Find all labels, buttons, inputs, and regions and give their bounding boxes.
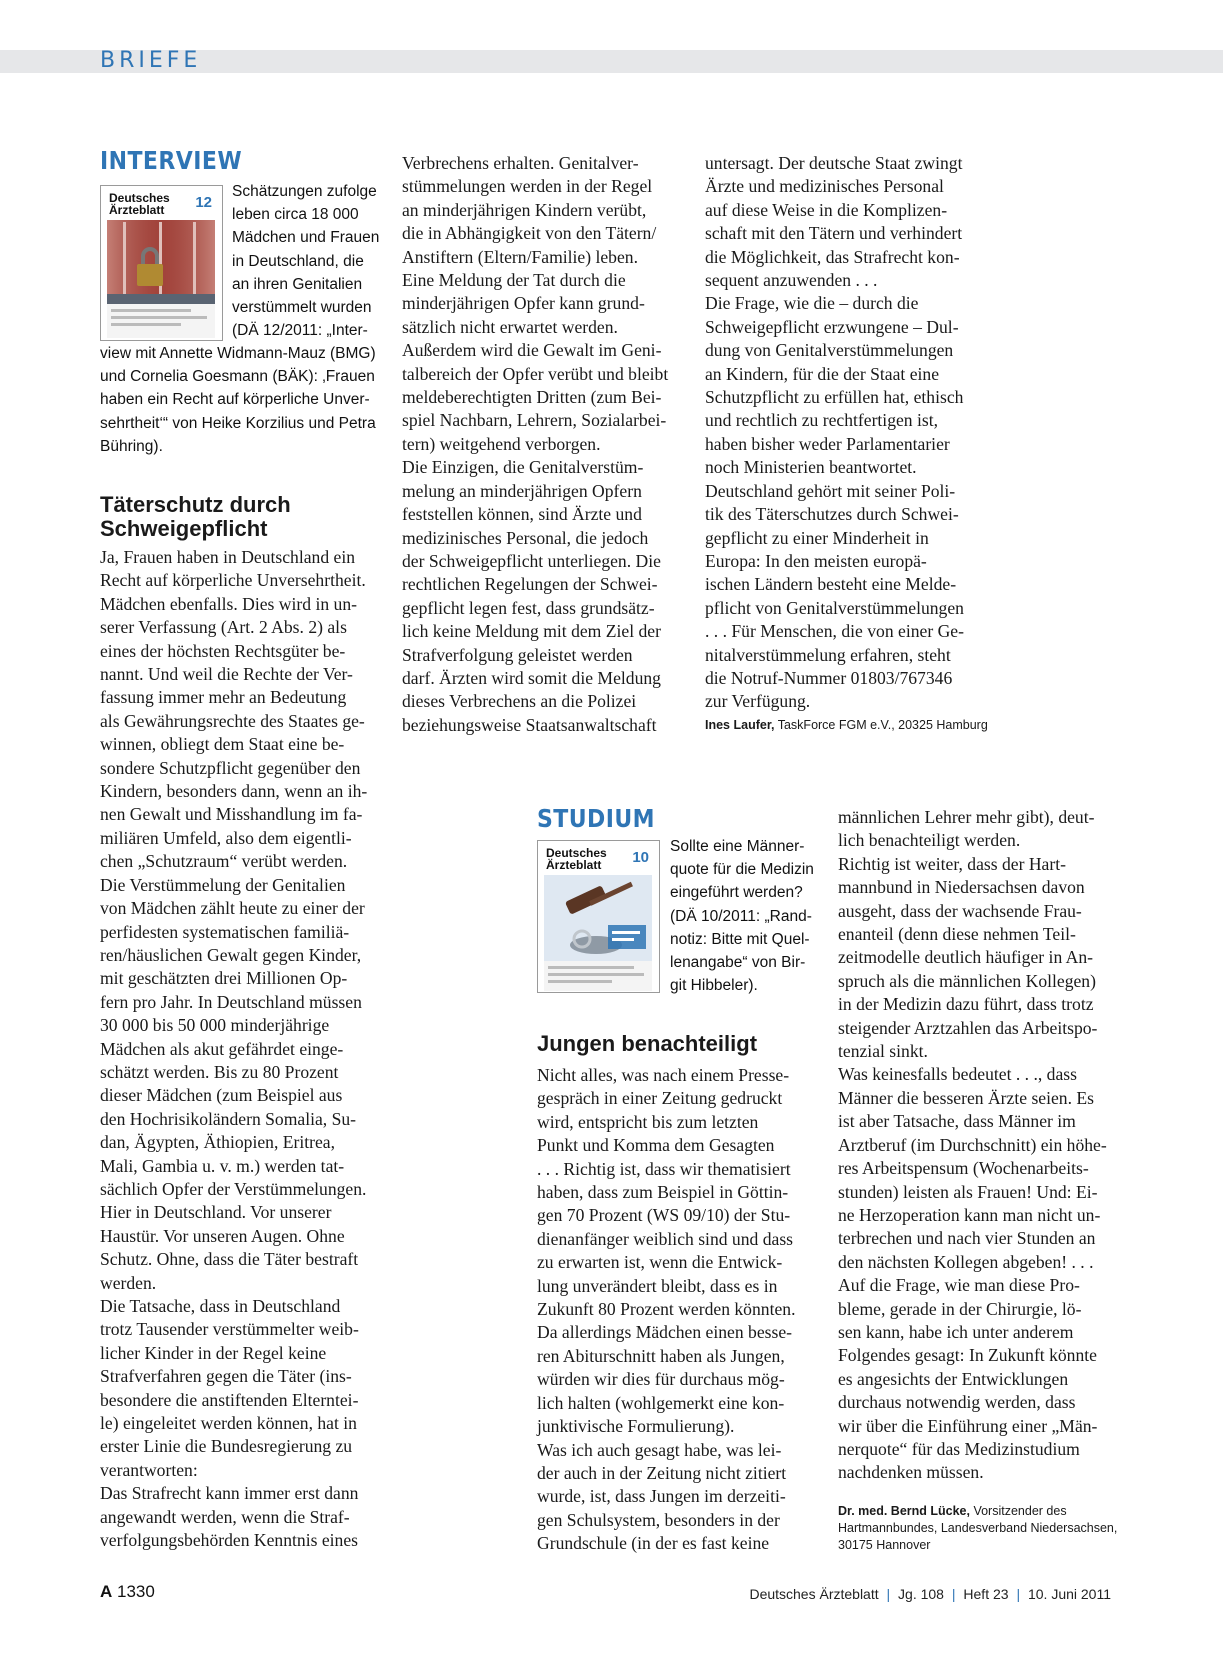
text-line: Recht auf körperliche Unversehrtheit. xyxy=(100,570,366,591)
text-line: 30 000 bis 50 000 minderjährige xyxy=(100,1015,330,1036)
gavel-stethoscope-cover-image xyxy=(538,841,659,992)
text-line: . . . Richtig ist, dass wir thematisiert xyxy=(537,1158,791,1179)
interview-rubric: INTERVIEW xyxy=(100,146,243,175)
text-line: als Gewährungsrechte des Staates ge- xyxy=(100,710,365,731)
text-line: Die Einzigen, die Genitalverstüm- xyxy=(402,457,644,478)
interview-signature: Ines Laufer, TaskForce FGM e.V., 20325 Hamburg xyxy=(705,718,988,732)
text-line: der auch in der Zeitung nicht zitiert xyxy=(537,1462,787,1483)
text-line: meldeberechtigten Dritten (zum Bei- xyxy=(402,387,662,408)
text-line: nannt. Und weil die Rechte der Ver- xyxy=(100,664,353,685)
cover-masthead: Deutsches Ärzteblatt xyxy=(546,846,607,872)
text-line: lich keine Meldung mit dem Ziel der xyxy=(402,621,661,642)
text-line: ischen Ländern besteht eine Melde- xyxy=(705,574,957,595)
text-line: talbereich der Opfer verübt und bleibt xyxy=(402,363,669,384)
text-line: ren/häuslichen Gewalt gegen Kinder, xyxy=(100,944,362,965)
text-line: Strafverfahren gegen die Täter (ins- xyxy=(100,1366,352,1387)
text-line: in der Medizin dazu führt, dass trotz xyxy=(838,994,1094,1015)
cover-issue-number: 12 xyxy=(195,194,212,211)
text-line: Verbrechens erhalten. Genitalver- xyxy=(402,153,639,173)
text-line: wir über die Einführung einer „Män- xyxy=(838,1415,1098,1436)
text-line: Eine Meldung der Tat durch die xyxy=(402,270,626,291)
text-line: rechtlichen Regelungen der Schwei- xyxy=(402,574,658,595)
text-line: nitalverstümmelung erfahren, steht xyxy=(705,644,951,665)
text-line: wurde, ist, dass Jungen im derzeiti- xyxy=(537,1486,786,1507)
text-line: die Notruf-Nummer 01803/767346 xyxy=(705,667,953,688)
text-line: miliären Umfeld, also dem eigentli- xyxy=(100,827,352,848)
text-line: ren Abiturschnitt haben als Jungen, xyxy=(537,1345,785,1366)
interview-headline: Täterschutz durch Schweigepflicht xyxy=(100,492,291,541)
padlock-cover-image xyxy=(101,186,222,340)
text-line: eines der höchsten Rechtsgüter be- xyxy=(100,640,346,661)
cover-masthead: Deutsches Ärzteblatt xyxy=(109,191,170,217)
text-line: schätzt werden. Bis zu 80 Prozent xyxy=(100,1061,339,1082)
text-line: minderjährigen Opfer kann grund- xyxy=(402,293,645,314)
text-line: chen „Schutzraum“ verübt werden. xyxy=(100,851,348,872)
text-line: Da allerdings Mädchen einen besse- xyxy=(537,1322,793,1343)
separator: | xyxy=(951,1586,956,1602)
text-line: und rechtlich zu rechtfertigen ist, xyxy=(705,410,939,431)
text-line: junktivische Formulierung). xyxy=(537,1416,735,1437)
studium-headline: Jungen benachteiligt xyxy=(537,1031,758,1056)
text-line: Europa: In den meisten europä- xyxy=(705,550,927,571)
text-line: gepflicht zu einer Minderheit in xyxy=(705,527,929,548)
text-line: sen kann, habe ich unter anderem xyxy=(838,1321,1074,1342)
text-line: nachdenken müssen. xyxy=(838,1462,984,1483)
text-line: Auf die Frage, wie man diese Pro- xyxy=(838,1275,1080,1296)
journal-citation xyxy=(749,1586,1111,1602)
text-line: darf. Ärzten wird somit die Meldung xyxy=(402,667,661,688)
text-line: fern pro Jahr. In Deutschland müssen xyxy=(100,991,362,1012)
text-line: es angesichts der Entwicklungen xyxy=(838,1368,1069,1389)
text-line: die in Abhängigkeit von den Tätern/ xyxy=(402,223,657,244)
text-line: Hier in Deutschland. Vor unserer xyxy=(100,1202,332,1223)
text-line: Mali, Gambia u. v. m.) werden tat- xyxy=(100,1155,345,1176)
text-line: den nächsten Kollegen abgeben! . . . xyxy=(838,1251,1094,1272)
text-line: Grundschule (in der es fast keine xyxy=(537,1533,770,1554)
text-line: Die Frage, wie die – durch die xyxy=(705,293,919,314)
text-line: Das Strafrecht kann immer erst dann xyxy=(100,1483,359,1504)
text-line: lich benachteiligt werden. xyxy=(838,830,1021,851)
text-line: Männer die besseren Ärzte seien. Es xyxy=(838,1087,1094,1108)
text-line: Mädchen als akut gefährdet einge- xyxy=(100,1038,344,1059)
interview-body-column-3 xyxy=(705,152,995,714)
text-line: Schutz. Ohne, dass die Täter bestraft xyxy=(100,1249,359,1270)
text-line: res Arbeitspensum (Wochenarbeits- xyxy=(838,1158,1089,1179)
text-line: serer Verfassung (Art. 2 Abs. 2) als xyxy=(100,617,347,638)
text-line: Strafverfolgung geleistet werden xyxy=(402,644,633,665)
text-line: von Mädchen zählt heute zu einer der xyxy=(100,898,365,919)
text-line: gepflicht legen fest, dass grundsätz- xyxy=(402,597,655,618)
text-line: tenzial sinkt. xyxy=(838,1041,928,1062)
text-line: Schutzpflicht zu erfüllen hat, ethisch xyxy=(705,387,964,408)
text-line: nen Gewalt und Misshandlung im fa- xyxy=(100,804,363,825)
text-line: Punkt und Komma dem Gesagten xyxy=(537,1135,775,1156)
text-line: gen Schulsystem, besonders in der xyxy=(537,1509,780,1530)
text-line: dieses Verbrechens an die Polizei xyxy=(402,691,637,712)
text-line: enanteil (denn diese nehmen Teil- xyxy=(838,924,1076,945)
text-line: licher Kinder in der Regel keine xyxy=(100,1342,327,1363)
interview-cover-thumbnail xyxy=(100,185,223,341)
text-line: . . . Für Menschen, die von einer Ge- xyxy=(705,621,964,642)
text-line: zu erwarten ist, wenn die Entwick- xyxy=(537,1252,783,1273)
text-line: ausgeht, dass der wachsende Frau- xyxy=(838,900,1082,921)
text-line: ist aber Tatsache, dass Männer im xyxy=(838,1111,1076,1132)
interview-body-column-2 xyxy=(402,152,692,737)
text-line: noch Ministerien beantwortet. xyxy=(705,457,917,478)
text-line: schaft mit den Tätern und verhindert xyxy=(705,223,963,244)
text-line: ne Herzoperation kann man nicht un- xyxy=(838,1204,1101,1225)
interview-teaser-continued: view mit Annette Widmann-Mauz (BMG) und Cornelia Goesmann (BÄK): ‚Frauen haben ein Recht auf körperliche Unver- sehrtheit‘“ von Heike Korzilius und Petra Bühring). xyxy=(100,345,376,455)
text-line: auf diese Weise in die Komplizen- xyxy=(705,199,948,220)
text-line: Anstiftern (Eltern/Familie) leben. xyxy=(402,246,638,267)
text-line: gen 70 Prozent (WS 09/10) der Stu- xyxy=(537,1205,791,1226)
text-line: Was keinesfalls bedeutet . . ., dass xyxy=(838,1064,1077,1085)
text-line: Nicht alles, was nach einem Presse- xyxy=(537,1065,790,1085)
text-line: dan, Ägypten, Äthiopien, Eritrea, xyxy=(100,1132,336,1153)
interview-teaser: Schätzungen zufolge leben circa 18 000 Mädchen und Frauen in Deutschland, die an ihren Genitalien verstümmelt wurden (DÄ 12/2011: „Inter- xyxy=(232,183,380,340)
text-line: sequent anzuwenden . . . xyxy=(705,270,878,291)
text-line: spruch als die männlichen Kollegen) xyxy=(838,970,1096,991)
text-line: Ja, Frauen haben in Deutschland ein xyxy=(100,547,356,567)
cover-issue-number: 10 xyxy=(632,849,649,866)
text-line: nerquote“ für das Medizinstudium xyxy=(838,1438,1080,1459)
text-line: pflicht von Genitalverstümmelungen xyxy=(705,597,964,618)
text-line: melung an minderjährigen Opfern xyxy=(402,480,642,501)
studium-rubric-wrap xyxy=(537,804,671,833)
text-line: die Möglichkeit, das Strafrecht kon- xyxy=(705,246,960,267)
text-line: zeitmodelle deutlich häufiger in An- xyxy=(838,947,1094,968)
text-line: Arztberuf (im Durchschnitt) ein höhe- xyxy=(838,1134,1107,1155)
text-line: stunden) leisten als Frauen! Und: Ei- xyxy=(838,1181,1098,1202)
text-line: Ärzte und medizinisches Personal xyxy=(705,176,944,197)
page-number: A 1330 xyxy=(100,1582,155,1601)
text-line: wird, entspricht bis zum letzten xyxy=(537,1111,759,1132)
section-label: BRIEFE xyxy=(100,48,202,73)
text-line: spiel Nachbarn, Lehrern, Sozialarbei- xyxy=(402,410,667,431)
text-line: Kindern, besonders dann, wenn an ih- xyxy=(100,781,368,802)
text-line: sondere Schutzpflicht gegenüber den xyxy=(100,757,361,778)
text-line: werden. xyxy=(100,1272,157,1293)
text-line: bleme, gerade in der Chirurgie, lö- xyxy=(838,1298,1082,1319)
separator: | xyxy=(886,1586,891,1602)
text-line: dienanfänger weiblich sind und dass xyxy=(537,1228,794,1249)
text-line: le) eingeleitet werden können, hat in xyxy=(100,1413,357,1434)
text-line: männlichen Lehrer mehr gibt), deut- xyxy=(838,807,1095,827)
studium-signature: Dr. med. Bernd Lücke, Vorsitzender des Hartmannbundes, Landesverband Niedersachsen, 30175 Hannover xyxy=(838,1504,1118,1552)
text-line: zur Verfügung. xyxy=(705,691,811,712)
text-line: den Hochrisikoländern Somalia, Su- xyxy=(100,1108,357,1129)
studium-body-column-2 xyxy=(838,806,1128,1485)
text-line: feststellen können, sind Ärzte und xyxy=(402,504,642,525)
text-line: trotz Tausender verstümmelter weib- xyxy=(100,1319,359,1340)
text-line: perfidesten systematischen familiä- xyxy=(100,921,350,942)
text-line: Deutschland gehört mit seiner Poli- xyxy=(705,480,956,501)
interview-body-column-1 xyxy=(100,546,390,1552)
studium-rubric: STUDIUM xyxy=(537,804,656,833)
journal-issue: Heft 23 xyxy=(963,1586,1009,1602)
separator: | xyxy=(1016,1586,1021,1602)
text-line: dieser Mädchen (zum Beispiel aus xyxy=(100,1085,343,1106)
text-line: mit geschätzten drei Millionen Op- xyxy=(100,968,348,989)
text-line: Mädchen ebenfalls. Dies wird in un- xyxy=(100,593,357,614)
text-line: erster Linie die Bundesregierung zu xyxy=(100,1436,353,1457)
text-line: mannbund in Niedersachsen davon xyxy=(838,877,1085,898)
text-line: tik des Täterschutzes durch Schwei- xyxy=(705,504,959,525)
text-line: beziehungsweise Staatsanwaltschaft xyxy=(402,714,657,735)
text-line: sächlich Opfer der Verstümmelungen. xyxy=(100,1178,367,1199)
text-line: dung von Genitalverstümmelungen xyxy=(705,340,954,361)
text-line: sätzlich nicht erwartet werden. xyxy=(402,316,618,337)
text-line: medizinisches Personal, die jedoch xyxy=(402,527,649,548)
journal-date: 10. Juni 2011 xyxy=(1027,1586,1111,1602)
text-line: Was ich auch gesagt habe, was lei- xyxy=(537,1439,782,1460)
text-line: terbrechen und nach vier Stunden an xyxy=(838,1228,1096,1249)
journal-volume: Jg. 108 xyxy=(898,1586,944,1602)
text-line: Folgendes gesagt: In Zukunft könnte xyxy=(838,1345,1097,1366)
text-line: besondere die anstiftenden Elterntei- xyxy=(100,1389,359,1410)
text-line: fassung immer mehr an Bedeutung xyxy=(100,687,347,708)
text-line: der Schweigepflicht unterliegen. Die xyxy=(402,550,661,571)
text-line: würden wir dies für durchaus mög- xyxy=(537,1369,785,1390)
text-line: angewandt werden, wenn die Straf- xyxy=(100,1506,350,1527)
studium-teaser: Sollte eine Männer- quote für die Medizin eingeführt werden? (DÄ 10/2011: „Rand- notiz: Bitte mit Quel- lenangabe“ von Bir- git Hibbeler). xyxy=(670,838,814,995)
text-line: Haustür. Vor unseren Augen. Ohne xyxy=(100,1225,345,1246)
interview-rubric-wrap xyxy=(100,146,261,175)
studium-cover-thumbnail xyxy=(537,840,660,993)
text-line: verfolgungsbehörden Kenntnis eines xyxy=(100,1530,358,1551)
text-line: Die Verstümmelung der Genitalien xyxy=(100,874,346,895)
text-line: durchaus notwendig werden, dass xyxy=(838,1392,1076,1413)
text-line: lung unverändert bleibt, dass es in xyxy=(537,1275,778,1296)
text-line: an minderjährigen Kindern verübt, xyxy=(402,199,647,220)
text-line: gespräch in einer Zeitung gedruckt xyxy=(537,1088,783,1109)
text-line: Die Tatsache, dass in Deutschland xyxy=(100,1296,341,1316)
text-line: an Kindern, für die der Staat eine xyxy=(705,363,940,384)
text-line: Zukunft 80 Prozent werden könnten. xyxy=(537,1299,796,1320)
text-line: Richtig ist weiter, dass der Hart- xyxy=(838,853,1066,874)
text-line: steigender Arztzahlen das Arbeitspo- xyxy=(838,1017,1098,1038)
text-line: Außerdem wird die Gewalt im Geni- xyxy=(402,340,662,361)
text-line: lich halten (wohlgemerkt eine kon- xyxy=(537,1392,785,1413)
journal-name: Deutsches Ärzteblatt xyxy=(749,1586,879,1602)
text-line: verantworten: xyxy=(100,1459,198,1480)
studium-body-column-1 xyxy=(537,1064,827,1556)
text-line: stümmelungen werden in der Regel xyxy=(402,176,653,197)
text-line: tern) weitgehend verborgen. xyxy=(402,433,601,454)
text-line: haben bisher weder Parlamentarier xyxy=(705,433,950,454)
text-line: Schweigepflicht erzwungene – Dul- xyxy=(705,316,959,337)
text-line: untersagt. Der deutsche Staat zwingt xyxy=(705,153,963,173)
text-line: winnen, obliegt dem Staat eine be- xyxy=(100,734,345,755)
text-line: haben, dass zum Beispiel in Göttin- xyxy=(537,1182,789,1203)
